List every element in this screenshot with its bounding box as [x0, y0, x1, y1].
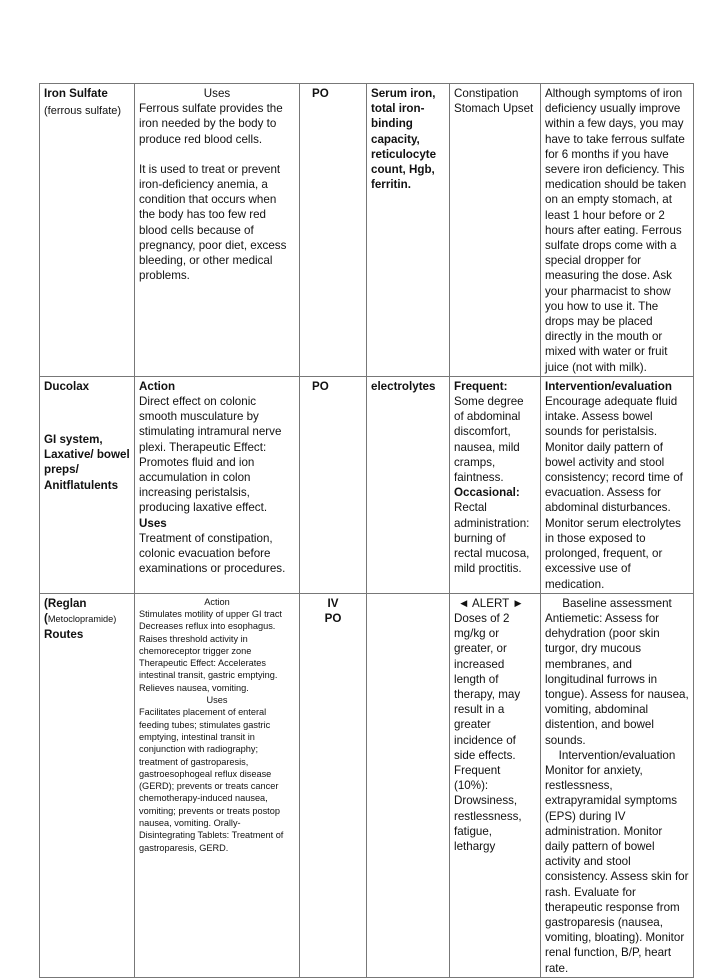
- action-cell: [135, 376, 300, 593]
- occasional-label: Occasional:: [454, 486, 520, 500]
- drug-name-cell: [40, 593, 135, 977]
- uses-heading: Uses: [139, 516, 167, 530]
- route-cell: [300, 593, 367, 977]
- route-iv: IV: [327, 596, 339, 610]
- drug-table: [39, 83, 694, 978]
- action-heading: Action: [139, 379, 176, 393]
- action-text: Direct effect on colonic smooth musculature by stimulating intramural nerve plexi. Therapeutic Effect: Promotes fluid and ion accumulation in colon increasing peristalsis, producing laxative effect.: [139, 395, 282, 515]
- action-heading: Action: [204, 596, 230, 607]
- uses-text-2: It is used to treat or prevent iron-deficiency anemia, a condition that occurs when the body has too few red blood cells because of pregnancy, poor diet, excess bleeding, or other medical problems.: [139, 162, 287, 283]
- alert-text: Doses of 2 mg/kg or greater, or increased length of therapy, may result in a greater incidence of side effects.: [454, 611, 521, 762]
- drug-class: GI system, Laxative/ bowel preps/ Anitflatulents: [44, 433, 130, 492]
- side-effects-cell: Constipation Stomach Upset: [450, 84, 541, 377]
- intervention-text: Encourage adequate fluid intake. Assess bowel sounds for peristalsis. Monitor daily pattern of bowel activity and stool consistency; record time of evacuation. Assess for abdominal disturbances. Monitor serum electrolytes in those exposed to prolonged, frequent, or excessive use of medication.: [545, 395, 683, 591]
- drug-generic: Metoclopramide): [47, 613, 117, 624]
- uses-text: Treatment of constipation, colonic evacuation before examinations or procedures.: [139, 531, 286, 576]
- uses-text: Facilitates placement of enteral feeding tubes; stimulates gastric emptying, intestinal transit in conjunction with radiography; treatment of gastroparesis, gastroesophogeal reflux disease (GERD); prevents or treats cancer chemotherapy-induced nausea, vomiting; prevents or treats postop nausea, vomiting. Orally-Disintegrating Tablets: Treatment of gastroparesis, GERD.: [139, 707, 284, 853]
- frequent-label: Frequent:: [454, 379, 508, 393]
- labs-cell: [367, 593, 450, 977]
- uses-text: Ferrous sulfate provides the iron needed by the body to produce red blood cells.: [139, 102, 283, 146]
- route-cell: PO: [300, 84, 367, 377]
- labs-cell: Serum iron, total iron-binding capacity, reticulocyte count, Hgb, ferritin.: [367, 84, 450, 377]
- intervention-text: Monitor for anxiety, restlessness, extrapyramidal symptoms (EPS) during IV administration. Monitor daily pattern of bowel activity and stool consistency. Assess skin for rash. Evaluate for therapeutic response from gastroparesis (nausea, vomiting, bloating). Monitor renal function, B/P, heart rate.: [545, 763, 689, 975]
- baseline-text: Antiemetic: Assess for dehydration (poor skin turgor, dry mucous membranes, and longitudinal furrows in tongue). Assess for nausea, vomiting, abdominal distention, and bowel sounds.: [545, 611, 689, 747]
- frequent-text: Some degree of abdominal discomfort, nausea, mild cramps, faintness.: [454, 395, 524, 485]
- notes-cell: [541, 593, 694, 977]
- occasional-text: Rectal administration: burning of rectal mucosa, mild proctitis.: [454, 501, 530, 576]
- frequent-text: Frequent (10%): Drowsiness, restlessness, fatigue, lethargy: [454, 763, 522, 853]
- notes-cell: Although symptoms of iron deficiency usually improve within a few days, you may have to take ferrous sulfate for 6 months if you have severe iron deficiency. This medication should be taken on an empty stomach, at least 1 hour before or 2 hours after eating. Ferrous sulfate drops come with a special dropper for measuring the dose. Ask your pharmacist to show you how to use it. The drops may be placed directly in the mouth or mixed with water or fruit juice (not with milk).: [541, 84, 694, 377]
- drug-name: Ducolax: [44, 379, 90, 393]
- drug-name: (Reglan: [44, 596, 87, 610]
- uses-heading: Uses: [203, 87, 231, 100]
- side-effects-cell: [450, 593, 541, 977]
- action-cell: [135, 593, 300, 977]
- action-cell: [135, 84, 300, 377]
- generic-open: (: [44, 611, 48, 625]
- table-row-reglan: [40, 593, 694, 977]
- drug-name-cell: [40, 376, 135, 593]
- baseline-heading: Baseline assessment: [562, 596, 672, 610]
- notes-cell: [541, 376, 694, 593]
- side-effects-cell: [450, 376, 541, 593]
- route-cell: PO: [300, 376, 367, 593]
- route-po: PO: [324, 611, 342, 625]
- drug-name: Iron Sulfate: [44, 87, 108, 100]
- routes-label: Routes: [44, 628, 84, 642]
- intervention-heading: Intervention/evaluation: [558, 748, 676, 762]
- alert-label: ◄ ALERT ►: [458, 596, 524, 610]
- intervention-heading: Intervention/evaluation: [545, 379, 672, 393]
- drug-name-cell: [40, 84, 135, 377]
- action-text: Stimulates motility of upper GI tract Decreases reflux into esophagus. Raises threshold activity in chemoreceptor trigger zone Therapeutic Effect: Accelerates intestinal transit, gastric emptying. Relieves nausea, vomiting.: [139, 609, 282, 693]
- labs-cell: electrolytes: [367, 376, 450, 593]
- drug-generic: (ferrous sulfate): [44, 105, 122, 118]
- uses-heading: Uses: [206, 695, 228, 706]
- table-row-iron-sulfate: [40, 84, 694, 377]
- table-row-ducolax: [40, 376, 694, 593]
